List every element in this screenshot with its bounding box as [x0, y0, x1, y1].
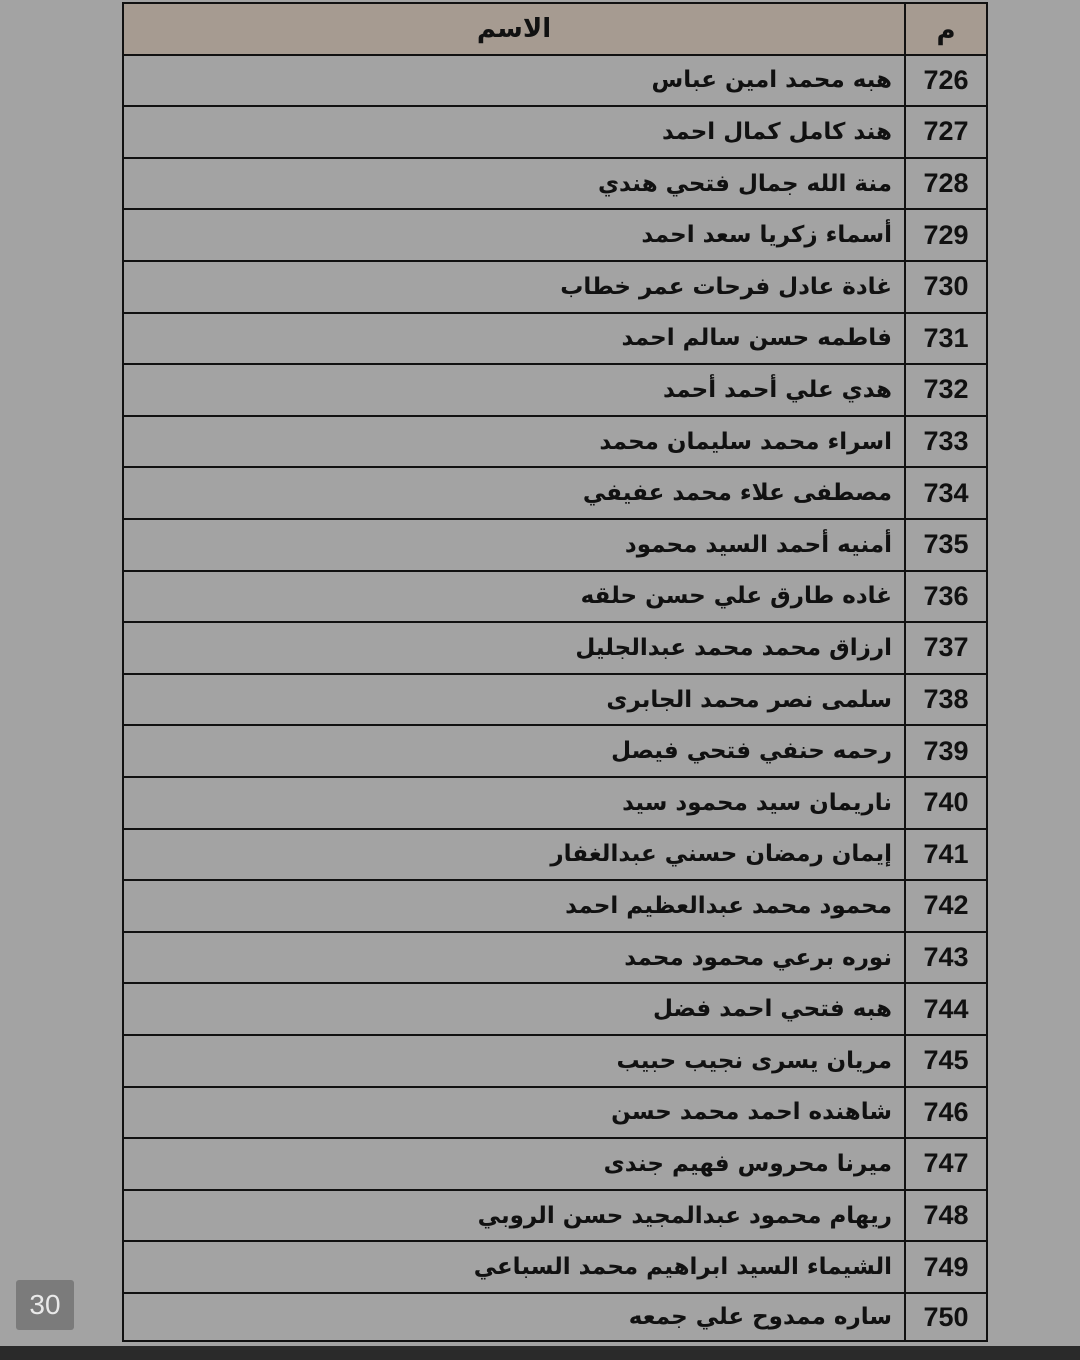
- number-cell: 743: [904, 933, 986, 983]
- header-number-cell: م: [904, 4, 986, 54]
- number-cell: 739: [904, 726, 986, 776]
- table-header-row: [124, 4, 986, 56]
- table-row: [124, 1242, 986, 1294]
- table-row: [124, 984, 986, 1036]
- table-row: [124, 520, 986, 572]
- name-cell: رحمه حنفي فتحي فيصل: [611, 738, 892, 765]
- number-cell: 741: [904, 830, 986, 880]
- table-row: [124, 1088, 986, 1140]
- table-row: [124, 1036, 986, 1088]
- name-cell: مريان يسرى نجيب حبيب: [616, 1047, 892, 1074]
- table-row: [124, 365, 986, 417]
- name-cell: نوره برعي محمود محمد: [624, 944, 892, 971]
- number-cell: 747: [904, 1139, 986, 1189]
- page-number-badge: 30: [16, 1280, 74, 1330]
- name-cell: الشيماء السيد ابراهيم محمد السباعي: [473, 1254, 892, 1281]
- table-row: [124, 572, 986, 624]
- bottom-bar: [0, 1346, 1080, 1360]
- name-cell: ساره ممدوح علي جمعه: [628, 1304, 892, 1330]
- table-row: [124, 1191, 986, 1243]
- name-cell: غاده طارق علي حسن حلقه: [580, 583, 892, 610]
- table-row: [124, 1294, 986, 1340]
- name-cell: غادة عادل فرحات عمر خطاب: [560, 273, 892, 300]
- name-cell: فاطمه حسن سالم احمد: [621, 325, 892, 352]
- number-cell: 737: [904, 623, 986, 673]
- number-cell: 736: [904, 572, 986, 622]
- table-row: [124, 1139, 986, 1191]
- number-cell: 745: [904, 1036, 986, 1086]
- number-cell: 744: [904, 984, 986, 1034]
- name-cell: منة الله جمال فتحي هندي: [597, 170, 892, 197]
- table-row: [124, 933, 986, 985]
- number-cell: 740: [904, 778, 986, 828]
- table-row: [124, 778, 986, 830]
- table-row: [124, 623, 986, 675]
- table-row: [124, 468, 986, 520]
- table-row: [124, 262, 986, 314]
- number-cell: 749: [904, 1242, 986, 1292]
- number-cell: 728: [904, 159, 986, 209]
- table-row: [124, 830, 986, 882]
- table-row: [124, 314, 986, 366]
- name-cell: هبه محمد امين عباس: [651, 67, 892, 94]
- number-cell: 750: [904, 1294, 986, 1340]
- name-cell: ميرنا محروس فهيم جندى: [603, 1150, 892, 1177]
- table-row: [124, 675, 986, 727]
- header-name-cell: الاسم: [476, 13, 552, 44]
- number-cell: 727: [904, 107, 986, 157]
- number-cell: 738: [904, 675, 986, 725]
- name-cell: إيمان رمضان حسني عبدالغفار: [550, 841, 892, 868]
- name-cell: محمود محمد عبدالعظيم احمد: [565, 892, 892, 919]
- number-cell: 746: [904, 1088, 986, 1138]
- number-cell: 742: [904, 881, 986, 931]
- table-row: [124, 881, 986, 933]
- table-row: [124, 210, 986, 262]
- table-row: [124, 417, 986, 469]
- number-cell: 730: [904, 262, 986, 312]
- number-cell: 726: [904, 56, 986, 106]
- table-row: [124, 56, 986, 108]
- name-cell: ناريمان سيد محمود سيد: [622, 789, 892, 816]
- name-cell: اسراء محمد سليمان محمد: [599, 428, 892, 455]
- name-cell: ارزاق محمد محمد عبدالجليل: [575, 634, 892, 661]
- name-cell: أسماء زكريا سعد احمد: [641, 222, 892, 249]
- number-cell: 734: [904, 468, 986, 518]
- name-cell: أمنيه أحمد السيد محمود: [624, 531, 892, 558]
- number-cell: 735: [904, 520, 986, 570]
- number-cell: 732: [904, 365, 986, 415]
- name-cell: هبه فتحي احمد فضل: [652, 996, 892, 1023]
- name-cell: هدي علي أحمد أحمد: [662, 376, 892, 403]
- number-cell: 733: [904, 417, 986, 467]
- name-cell: هند كامل كمال احمد: [662, 118, 892, 145]
- table-row: [124, 107, 986, 159]
- number-cell: 731: [904, 314, 986, 364]
- name-cell: شاهنده احمد محمد حسن: [611, 1099, 892, 1126]
- table-row: [124, 726, 986, 778]
- name-cell: مصطفى علاء محمد عفيفي: [582, 480, 892, 507]
- table-row: [124, 159, 986, 211]
- number-cell: 748: [904, 1191, 986, 1241]
- name-cell: سلمى نصر محمد الجابرى: [606, 686, 892, 713]
- name-cell: ريهام محمود عبدالمجيد حسن الروبي: [477, 1202, 892, 1229]
- names-table: [122, 2, 988, 1342]
- number-cell: 729: [904, 210, 986, 260]
